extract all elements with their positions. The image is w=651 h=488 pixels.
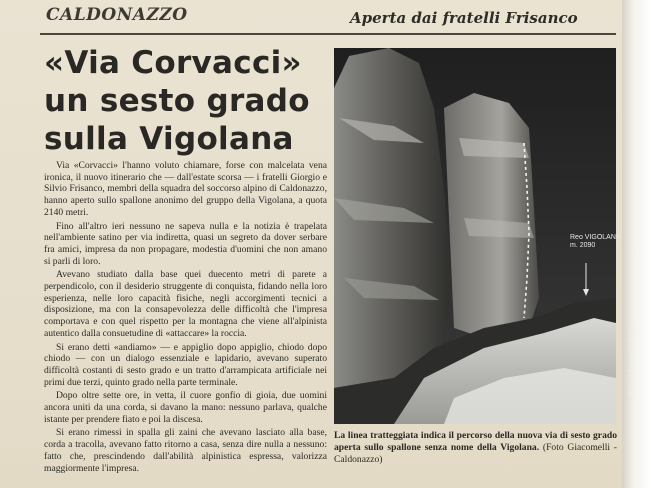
paragraph: Si erano detti «andiamo» — e appiglio dopo appiglio, chiodo dopo chiodo — con un dialogo essenziale e lapidario, avevano superato difficoltà costanti di sesto grado e un tratto d'arrampicata artificiale nei primi due terzi, quinto grado nella parte terminale. — [44, 341, 327, 388]
frame-border — [622, 0, 651, 488]
paragraph: Fino all'altro ieri nessuno ne sapeva nulla e la notizia è trapelata nell'ambiente satino per via indiretta, quasi un segreto da dover serbare fra amici, impresa da non propagare, modestia d'uomini che non amano si parli di loro. — [44, 220, 327, 267]
section-label: CALDONAZZO — [46, 5, 188, 25]
headline-line-1: «Via Corvacci» — [44, 45, 302, 81]
side-photo-credit: Foto Martinelli Tullio — [628, 323, 637, 395]
headline-line-3: sulla Vigolana — [44, 121, 294, 157]
header-rule — [40, 33, 616, 35]
caption-credit: (Foto Giacomelli - Caldonazzo) — [334, 442, 617, 465]
headline-line-2: un sesto grado — [44, 83, 310, 119]
article-headline — [44, 44, 334, 158]
caption-text: La linea tratteggiata indica il percorso della nuova via di sesto grado aperta sullo spallone senza nome della Vigolana. — [334, 430, 617, 453]
paragraph: Avevano studiato dalla base quei duecento metri di parete a perpendicolo, con il desiderio struggente di conquista, fidando nella loro esperienza, nelle loro capacità fisiche, negli accorgimenti tecnici a disposizione, ma con la consapevolezza delle difficoltà che l'impresa comportava e con quel rispetto per la montagna che viene all'alpinista autentico dalla consuetudine di «attaccare» la roccia. — [44, 269, 327, 339]
article-body — [44, 160, 327, 476]
kicker-headline: Aperta dai fratelli Frisanco — [350, 9, 578, 27]
paragraph: Via «Corvacci» l'hanno voluto chiamare, forse con malcelata vena ironica, il nuovo itinerario che — dall'estate scorsa — i fratelli Giorgio e Silvio Frisanco, membri della squadra del soccorso alpino di Caldonazzo, hanno aperto sullo spallone anonimo del gruppo della Vigolana, a quota 2140 metri. — [44, 160, 327, 218]
photo-annotation: Reo VIGOLANA m. 2090 — [570, 234, 621, 249]
photo-caption — [334, 430, 617, 466]
paragraph: Dopo oltre sette ore, in vetta, il cuore gonfio di gioia, due uomini ancora uniti da una corda, si davano la mano: nessuno parlava, qualche istante per prendere fiato e poi la discesa. — [44, 390, 327, 425]
paragraph: Si erano rimessi in spalla gli zaini che avevano lasciato alla base, corda a tracolla, avevano fatto ritorno a casa, senza dire nulla a nessuno: fatto che, prescindendo dall'abilità alpinistica espressa, valorizza maggiormente l'impresa. — [44, 427, 327, 474]
